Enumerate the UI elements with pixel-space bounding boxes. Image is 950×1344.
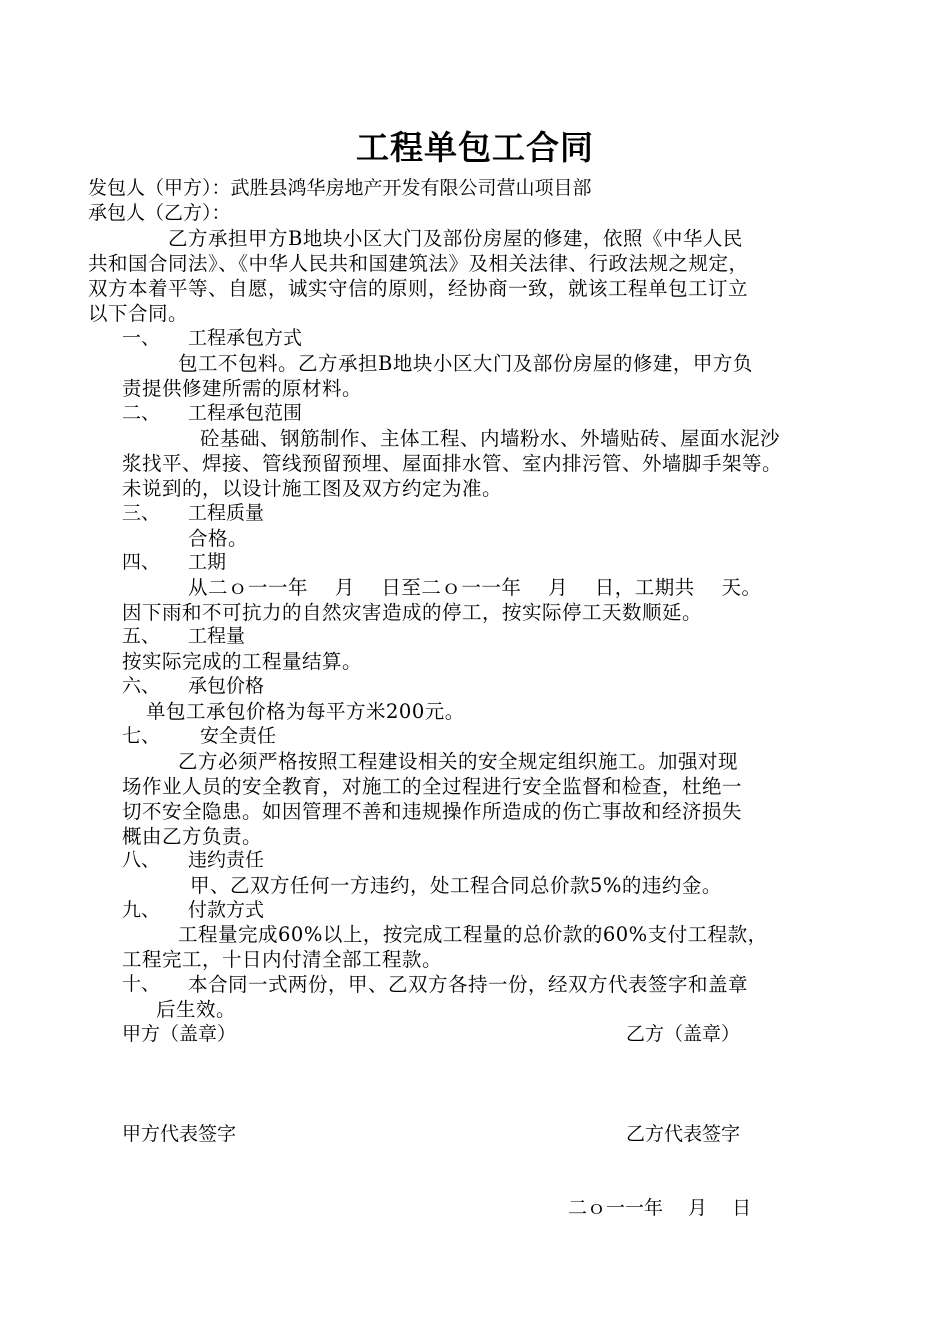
section-number: 五、 xyxy=(122,625,161,647)
section-text: 乙方必须严格按照工程建设相关的安全规定组织施工。加强对现 xyxy=(178,750,739,773)
section-text: 后生效。 xyxy=(156,998,237,1021)
section-heading: 工期 xyxy=(188,551,227,573)
section-text: 砼基础、钢筋制作、主体工程、内墙粉水、外墙贴砖、屋面水泥沙 xyxy=(200,427,781,450)
section-number: 一、 xyxy=(122,327,161,349)
party-b-seal-label: 乙方（盖章） xyxy=(626,1023,741,1045)
section-text: 按实际完成的工程量结算。 xyxy=(122,650,363,673)
section-text: 浆找平、焊接、管线预留预埋、屋面排水管、室内排污管、外墙脚手架等。 xyxy=(122,452,783,475)
section-heading: 工程量 xyxy=(188,625,246,647)
section-number: 十、 xyxy=(122,973,161,995)
section-number: 七、 xyxy=(122,725,161,747)
signing-date: 二ｏ一一年 月 日 xyxy=(568,1197,752,1219)
section-heading: 本合同一式两份，甲、乙双方各持一份，经双方代表签字和盖章 xyxy=(188,973,749,996)
intro-line: 乙方承担甲方B地块小区大门及部份房屋的修建，依照《中华人民 xyxy=(168,227,743,250)
section-text: 工程量完成60%以上，按完成工程量的总价款的60%支付工程款， xyxy=(178,923,768,946)
section-heading: 安全责任 xyxy=(200,725,277,747)
section-text: 责提供修建所需的原材料。 xyxy=(122,377,363,400)
section-text: 单包工承包价格为每平方米200元。 xyxy=(146,700,465,723)
party-a-rep-signature-label: 甲方代表签字 xyxy=(122,1123,237,1145)
section-number: 三、 xyxy=(122,502,161,524)
party-b-rep-signature-label: 乙方代表签字 xyxy=(626,1123,741,1145)
section-heading: 违约责任 xyxy=(188,849,265,871)
party-b-line: 承包人（乙方）： xyxy=(88,202,231,224)
intro-line: 共和国合同法》、《中华人民共和国建筑法》及相关法律、行政法规之规定， xyxy=(88,252,749,275)
section-heading: 工程质量 xyxy=(188,502,265,524)
section-text: 合格。 xyxy=(188,527,249,550)
section-text: 概由乙方负责。 xyxy=(122,825,263,848)
section-number: 二、 xyxy=(122,402,161,424)
party-a-seal-label: 甲方（盖章） xyxy=(122,1023,237,1045)
section-heading: 付款方式 xyxy=(188,899,265,921)
section-number: 九、 xyxy=(122,899,161,921)
section-text: 甲、乙双方任何一方违约，处工程合同总价款5%的违约金。 xyxy=(190,874,722,897)
section-text: 因下雨和不可抗力的自然灾害造成的停工，按实际停工天数顺延。 xyxy=(122,601,703,624)
section-number: 六、 xyxy=(122,675,161,697)
document-title: 工程单包工合同 xyxy=(356,128,594,167)
intro-line: 以下合同。 xyxy=(88,302,189,325)
party-a-line: 发包人（甲方）：武胜县鸿华房地产开发有限公司营山项目部 xyxy=(88,177,592,199)
section-number: 四、 xyxy=(122,551,161,573)
intro-line: 双方本着平等、自愿，诚实守信的原则，经协商一致，就该工程单包工订立 xyxy=(88,277,749,300)
section-number: 八、 xyxy=(122,849,161,871)
section-text: 场作业人员的安全教育，对施工的全过程进行安全监督和检查，杜绝一 xyxy=(122,775,743,798)
section-text: 工程完工，十日内付清全部工程款。 xyxy=(122,948,443,971)
section-text: 从二ｏ一一年 月 日至二ｏ一一年 月 日，工期共 天。 xyxy=(188,576,762,599)
section-text: 未说到的，以设计施工图及双方约定为准。 xyxy=(122,477,503,500)
section-heading: 承包价格 xyxy=(188,675,265,697)
section-heading: 工程承包范围 xyxy=(188,402,303,424)
section-text: 切不安全隐患。如因管理不善和违规操作所造成的伤亡事故和经济损失 xyxy=(122,800,743,823)
section-heading: 工程承包方式 xyxy=(188,327,303,349)
section-text: 包工不包料。乙方承担B地块小区大门及部份房屋的修建，甲方负 xyxy=(178,352,753,375)
